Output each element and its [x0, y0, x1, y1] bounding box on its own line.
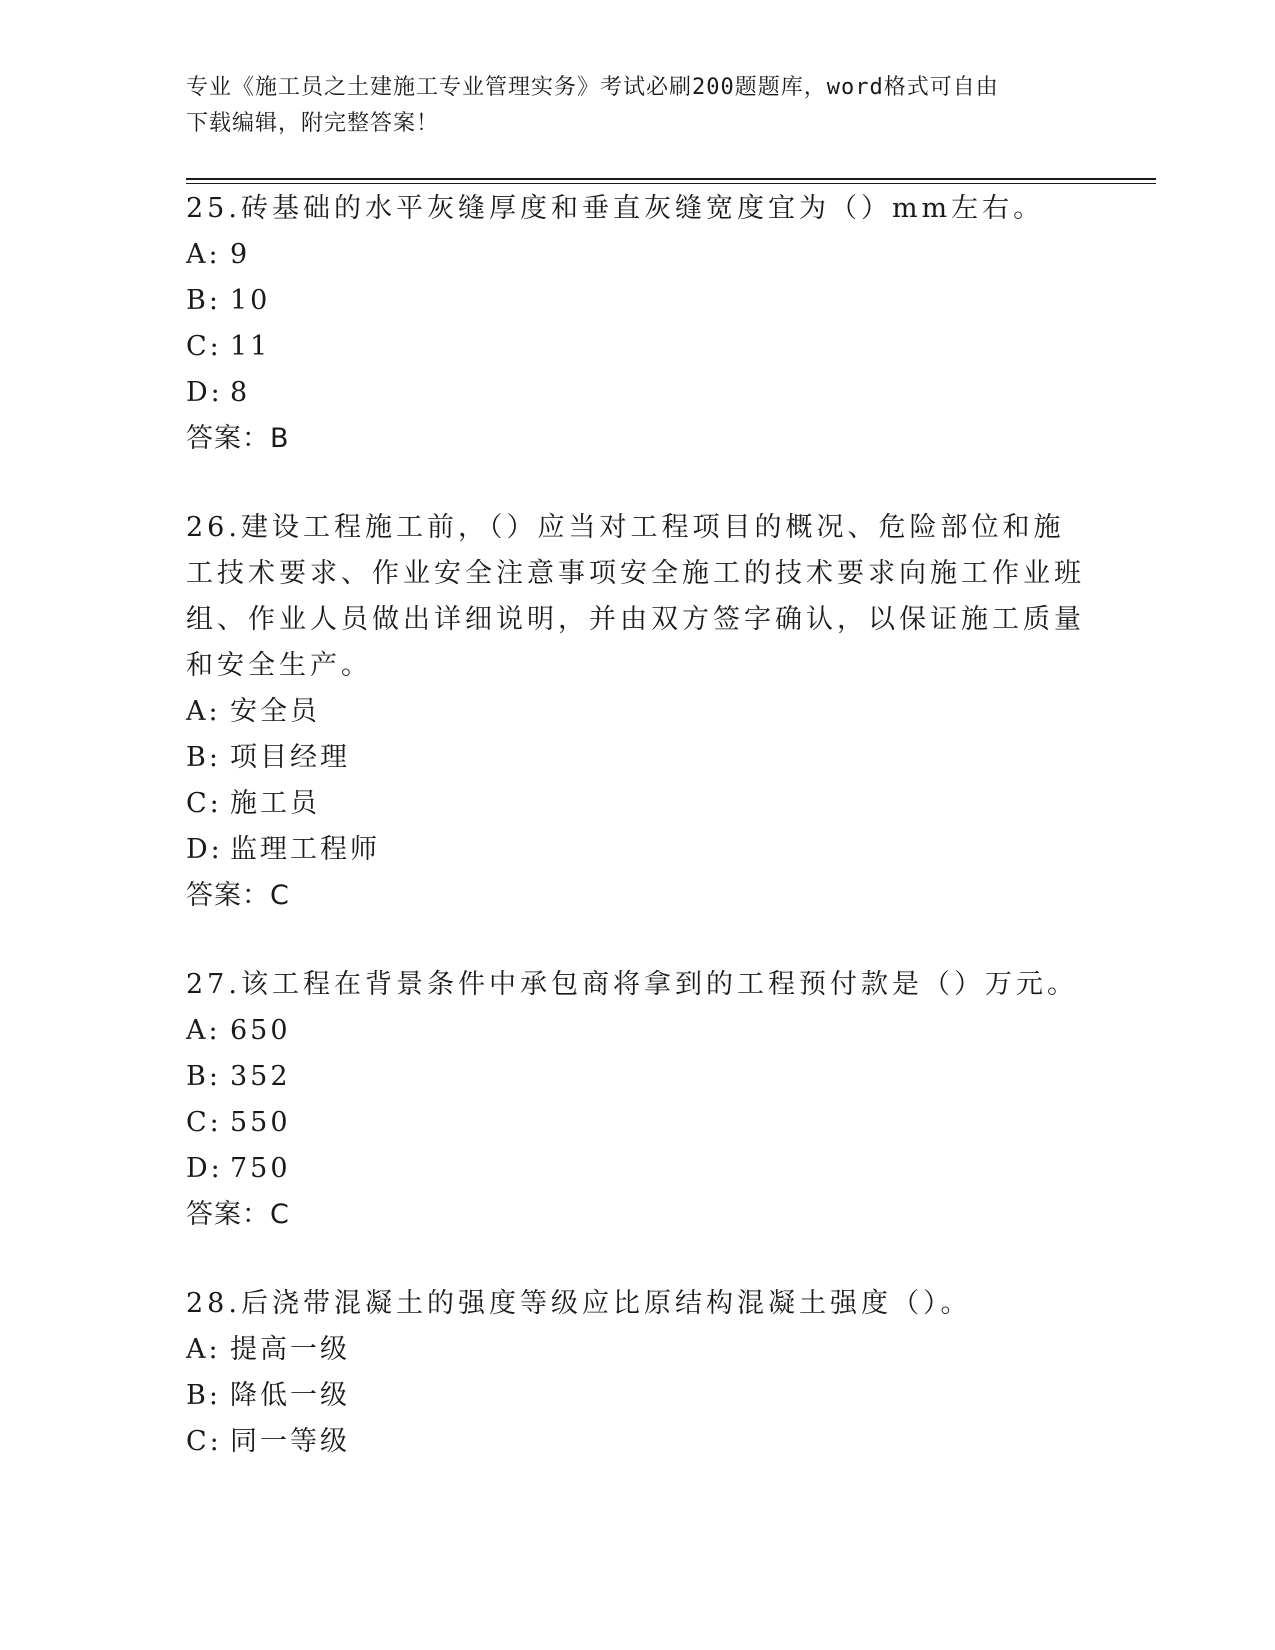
- option-value: 项目经理: [230, 742, 350, 773]
- option-key: A:: [186, 239, 221, 270]
- option-key: B:: [186, 285, 221, 316]
- option-value: 8: [230, 377, 251, 408]
- option-key: A:: [186, 1015, 221, 1046]
- header-divider-thick: [186, 178, 1156, 180]
- option-c: [186, 781, 1086, 827]
- header-title-line-1: 专业《施工员之土建施工专业管理实务》考试必刷200题题库，word格式可自由: [186, 75, 999, 100]
- option-key: A:: [186, 1334, 221, 1365]
- question-27: [186, 962, 1086, 1238]
- question-text: 28.后浇带混凝土的强度等级应比原结构混凝土强度（）。: [186, 1288, 972, 1319]
- document-header: [186, 70, 1066, 142]
- option-a: [186, 1327, 1086, 1373]
- option-key: D:: [186, 377, 223, 408]
- option-key: B:: [186, 1061, 221, 1092]
- option-value: 550: [230, 1107, 291, 1138]
- option-a: [186, 1008, 1086, 1054]
- option-value: 11: [230, 331, 271, 362]
- option-d: [186, 827, 1086, 873]
- option-key: C:: [186, 1426, 222, 1457]
- option-key: C:: [186, 788, 222, 819]
- question-list: [186, 186, 1086, 1508]
- question-26: [186, 505, 1086, 919]
- header-title-line-2: 下载编辑，附完整答案！: [186, 111, 440, 136]
- option-value: 同一等级: [230, 1426, 350, 1457]
- option-d: [186, 370, 1086, 416]
- option-c: [186, 1419, 1086, 1465]
- option-value: 提高一级: [230, 1334, 350, 1365]
- header-divider-thin: [186, 183, 1156, 184]
- option-key: D:: [186, 1153, 223, 1184]
- option-key: C:: [186, 1107, 222, 1138]
- option-b: [186, 1373, 1086, 1419]
- option-value: 750: [230, 1153, 291, 1184]
- option-value: 9: [230, 239, 251, 270]
- answer-line: 答案：B: [186, 423, 290, 454]
- question-28: [186, 1281, 1086, 1465]
- option-a: [186, 689, 1086, 735]
- option-value: 降低一级: [230, 1380, 350, 1411]
- option-c: [186, 1100, 1086, 1146]
- question-text: 26.建设工程施工前，（）应当对工程项目的概况、危险部位和施工技术要求、作业安全注意事项安全施工的技术要求向施工作业班组、作业人员做出详细说明，并由双方签字确认，以保证施工质量和安全生产。: [186, 512, 1085, 681]
- option-key: D:: [186, 834, 223, 865]
- option-a: [186, 232, 1086, 278]
- option-key: B:: [186, 742, 221, 773]
- option-key: C:: [186, 331, 222, 362]
- option-value: 安全员: [230, 696, 320, 727]
- option-value: 352: [230, 1061, 291, 1092]
- answer-line: 答案：C: [186, 880, 290, 911]
- option-key: A:: [186, 696, 221, 727]
- option-value: 监理工程师: [230, 834, 380, 865]
- option-value: 650: [230, 1015, 291, 1046]
- option-value: 施工员: [230, 788, 320, 819]
- question-25: [186, 186, 1086, 462]
- option-b: [186, 1054, 1086, 1100]
- option-key: B:: [186, 1380, 221, 1411]
- option-b: [186, 278, 1086, 324]
- question-text: 27.该工程在背景条件中承包商将拿到的工程预付款是（）万元。: [186, 969, 1078, 1000]
- option-value: 10: [230, 285, 271, 316]
- option-b: [186, 735, 1086, 781]
- option-c: [186, 324, 1086, 370]
- question-text: 25.砖基础的水平灰缝厚度和垂直灰缝宽度宜为（）mm左右。: [186, 193, 1045, 224]
- answer-line: 答案：C: [186, 1199, 290, 1230]
- option-d: [186, 1146, 1086, 1192]
